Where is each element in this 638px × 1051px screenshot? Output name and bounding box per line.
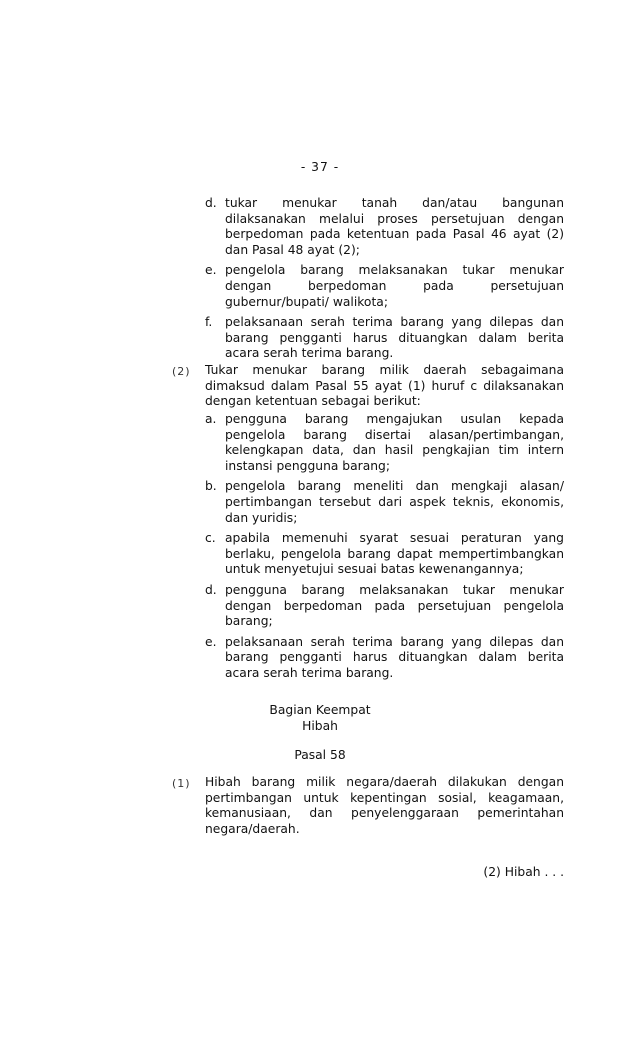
list-a xyxy=(205,196,564,367)
list-marker: d. xyxy=(205,582,217,597)
section-part: Bagian Keempat xyxy=(269,703,371,717)
list-marker: a. xyxy=(205,412,217,426)
ayat-1-number: (1) xyxy=(172,777,191,790)
list-item xyxy=(205,412,564,474)
list-marker: e. xyxy=(205,263,217,278)
continuation-note: (2) Hibah . . . xyxy=(483,865,564,879)
list-text: pengelola barang meneliti dan mengkaji alasan/ pertimbangan tersebut dari aspek teknis, ekonomis, dan yuridis; xyxy=(225,479,564,525)
list-item xyxy=(205,531,564,578)
list-item xyxy=(205,196,564,258)
list-text: pengguna barang melaksanakan tukar menukar dengan berpedoman pada persetujuan pengelola barang; xyxy=(225,582,564,629)
list-marker: f. xyxy=(205,315,213,330)
list-item xyxy=(205,263,564,310)
list-text: pengguna barang mengajukan usulan kepada pengelola barang disertai alasan/pertimbangan, kelengkapan data, dan hasil pengkajian tim intern instansi pengguna barang; xyxy=(225,412,564,473)
list-marker: e. xyxy=(205,634,217,649)
list-text: apabila memenuhi syarat sesuai peraturan yang berlaku, pengelola barang dapat mempertimbangkan untuk menyetujui sesuai batas kewenangannya; xyxy=(225,531,564,577)
list-b xyxy=(205,412,564,687)
list-item xyxy=(205,635,564,682)
list-text: tukar menukar tanah dan/atau bangunan dilaksanakan melalui proses persetujuan dengan berpedoman pada ketentuan pada Pasal 46 ayat (2) dan Pasal 48 ayat (2); xyxy=(225,196,564,257)
ayat-2-number: (2) xyxy=(172,365,191,378)
list-item xyxy=(205,315,564,362)
article-title: Pasal 58 xyxy=(294,748,346,762)
ayat-1-text: Hibah barang milik negara/daerah dilakukan dengan pertimbangan untuk kepentingan sosial, keagamaan, kemanusiaan, dan penyelenggaraan pemerintahan negara/daerah. xyxy=(205,775,564,836)
list-text: pelaksanaan serah terima barang yang dilepas dan barang pengganti harus dituangkan dalam berita acara serah terima barang. xyxy=(225,315,564,361)
list-marker: d. xyxy=(205,196,217,210)
list-text: pelaksanaan serah terima barang yang dilepas dan barang pengganti harus dituangkan dalam berita acara serah terima barang. xyxy=(225,634,564,680)
page-number: - 37 - xyxy=(300,160,340,174)
list-marker: c. xyxy=(205,531,216,546)
list-marker: b. xyxy=(205,479,217,494)
list-item xyxy=(205,583,564,630)
ayat-2-text: Tukar menukar barang milik daerah sebagaimana dimaksud dalam Pasal 55 ayat (1) huruf c dilaksanakan dengan ketentuan sebagai berikut: xyxy=(205,363,564,409)
list-text: pengelola barang melaksanakan tukar menukar dengan berpedoman pada persetujuan gubernur/bupati/ walikota; xyxy=(225,263,564,309)
section-title: Hibah xyxy=(302,719,338,733)
list-item xyxy=(205,479,564,526)
